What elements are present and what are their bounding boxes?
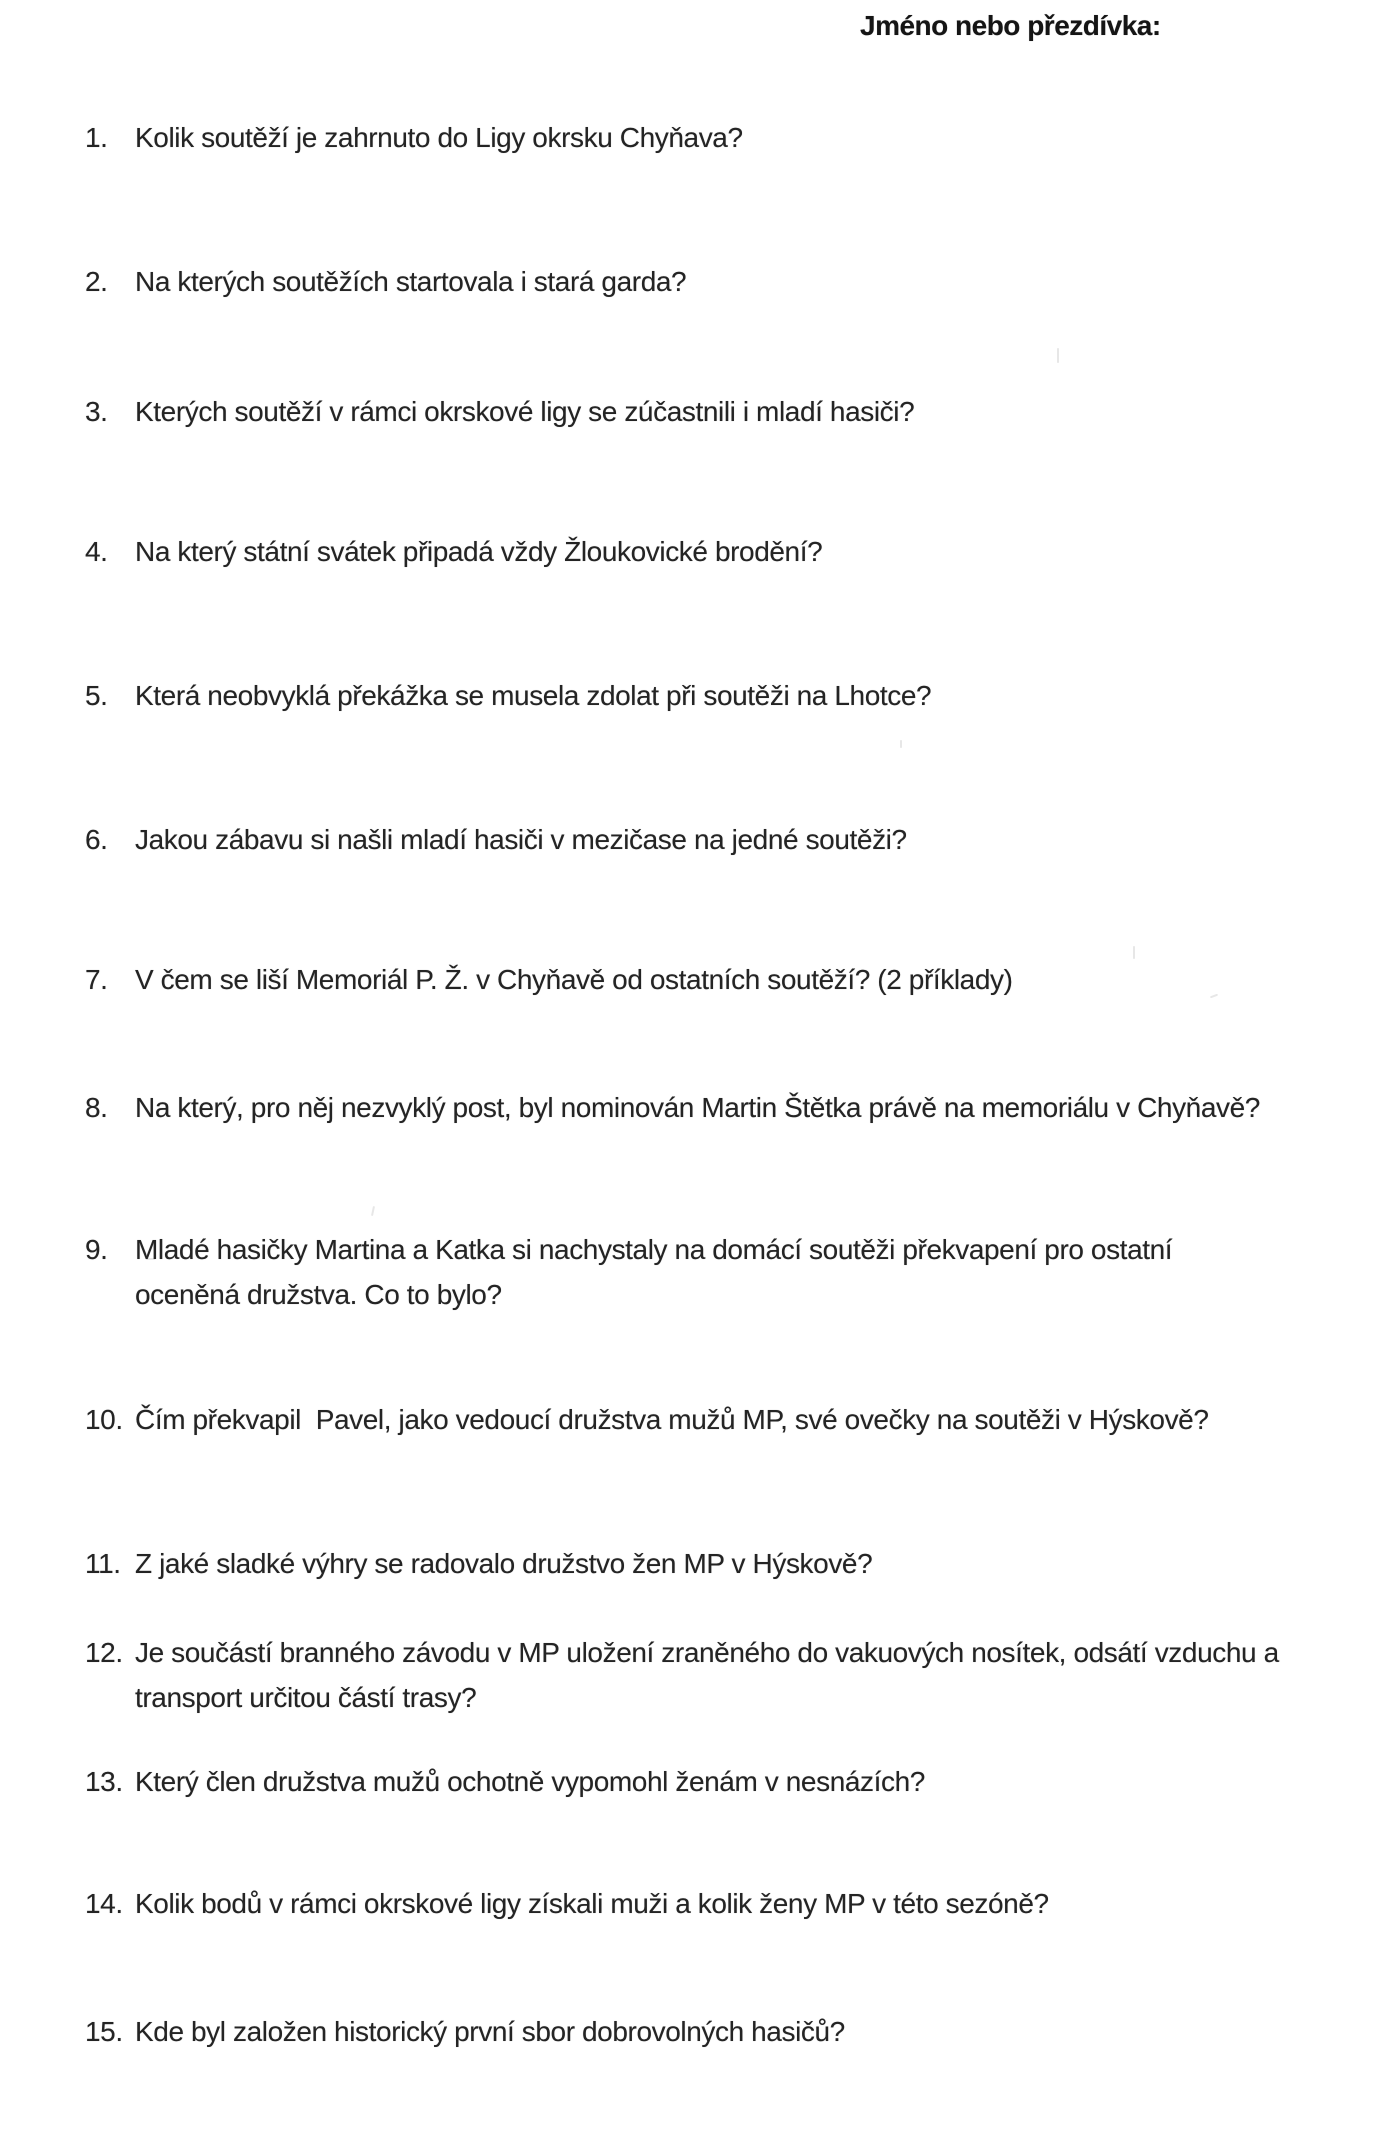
question-number: 6. — [85, 824, 108, 855]
question-number: 1. — [85, 122, 108, 153]
question-number: 7. — [85, 964, 108, 995]
scan-artifact — [371, 1206, 375, 1216]
scan-artifact — [1133, 946, 1135, 959]
question-10 — [85, 1397, 1209, 1442]
question-number: 13. — [85, 1766, 123, 1797]
question-2 — [85, 259, 686, 304]
question-text: V čem se liší Memoriál P. Ž. v Chyňavě od ostatních soutěží? (2 příklady) — [135, 964, 1013, 995]
scan-artifact — [146, 1258, 155, 1260]
question-7 — [85, 957, 1013, 1002]
scan-artifact — [1057, 348, 1059, 363]
question-number: 5. — [85, 680, 108, 711]
question-6 — [85, 817, 907, 862]
question-number: 15. — [85, 2016, 123, 2047]
question-text: Která neobvyklá překážka se musela zdolat při soutěži na Lhotce? — [135, 680, 932, 711]
question-3 — [85, 389, 914, 434]
question-text: Kterých soutěží v rámci okrskové ligy se zúčastnili i mladí hasiči? — [135, 396, 915, 427]
question-number: 12. — [85, 1637, 123, 1668]
question-text: Čím překvapil Pavel, jako vedoucí družstva mužů MP, své ovečky na soutěži v Hýskově? — [135, 1404, 1209, 1435]
question-number: 11. — [85, 1548, 121, 1579]
question-number: 14. — [85, 1888, 123, 1919]
question-text: Kde byl založen historický první sbor dobrovolných hasičů? — [135, 2016, 845, 2047]
question-number: 8. — [85, 1092, 108, 1123]
question-number: 2. — [85, 266, 108, 297]
question-text: Jakou zábavu si našli mladí hasiči v mezičase na jedné soutěži? — [135, 824, 907, 855]
question-text: Který člen družstva mužů ochotně vypomohl ženám v nesnázích? — [135, 1766, 925, 1797]
question-9 — [85, 1227, 1172, 1317]
question-text: Z jaké sladké výhry se radovalo družstvo žen MP v Hýskově? — [135, 1548, 873, 1579]
question-13 — [85, 1759, 925, 1804]
question-15 — [85, 2009, 845, 2054]
scan-artifact — [900, 740, 902, 748]
question-12 — [85, 1630, 1279, 1720]
question-text: Kolik soutěží je zahrnuto do Ligy okrsku Chyňava? — [135, 122, 743, 153]
question-number: 10. — [85, 1404, 123, 1435]
question-text: transport určitou částí trasy? — [135, 1682, 477, 1713]
question-14 — [85, 1881, 1049, 1926]
question-number: 3. — [85, 396, 108, 427]
question-number: 4. — [85, 536, 108, 567]
question-1 — [85, 115, 743, 160]
page-title: Jméno nebo přezdívka: — [860, 10, 1161, 41]
question-4 — [85, 529, 822, 574]
question-5 — [85, 673, 931, 718]
question-text: oceněná družstva. Co to bylo? — [135, 1279, 502, 1310]
scan-artifact — [1210, 994, 1218, 999]
question-11 — [85, 1541, 872, 1586]
question-text: Kolik bodů v rámci okrskové ligy získali muži a kolik ženy MP v této sezóně? — [135, 1888, 1049, 1919]
question-8 — [85, 1085, 1260, 1130]
question-text: Na kterých soutěžích startovala i stará garda? — [135, 266, 687, 297]
question-text: Na který státní svátek připadá vždy Žloukovické brodění? — [135, 536, 823, 567]
question-number: 9. — [85, 1234, 108, 1265]
question-text: Na který, pro něj nezvyklý post, byl nominován Martin Štětka právě na memoriálu v Chyňavě? — [135, 1092, 1260, 1123]
question-text: Mladé hasičky Martina a Katka si nachystaly na domácí soutěži překvapení pro ostatní — [135, 1234, 1173, 1265]
question-text: Je součástí branného závodu v MP uložení zraněného do vakuových nosítek, odsátí vzduchu a — [135, 1637, 1279, 1668]
